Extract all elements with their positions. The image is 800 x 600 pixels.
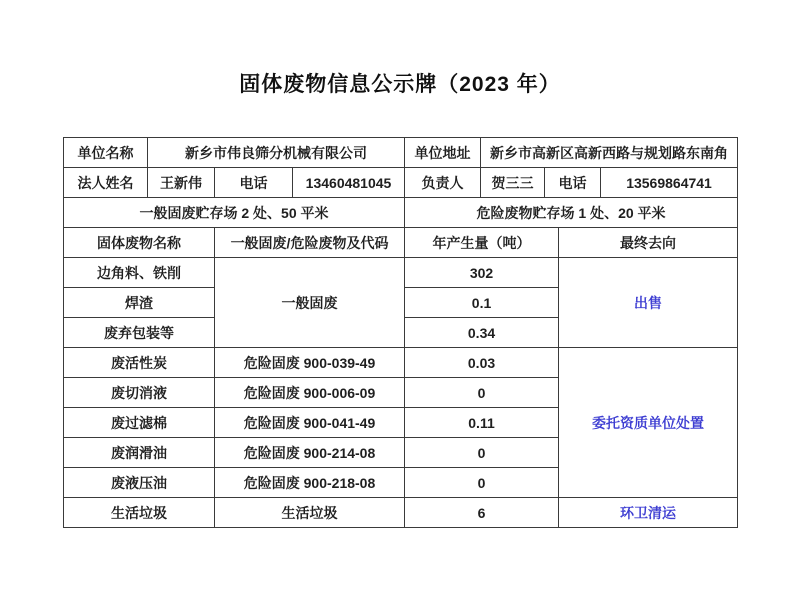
waste-name: 废润滑油 <box>64 438 215 468</box>
manager-phone-label: 电话 <box>545 168 601 198</box>
waste-category-code: 危险固废 900-218-08 <box>215 468 405 498</box>
waste-name: 废活性炭 <box>64 348 215 378</box>
unit-name-value: 新乡市伟良筛分机械有限公司 <box>148 138 405 168</box>
waste-category-code: 危险固废 900-041-49 <box>215 408 405 438</box>
waste-amount: 0 <box>405 378 559 408</box>
general-storage-cell: 一般固废贮存场 2 处、50 平米 <box>64 198 405 228</box>
waste-name: 废弃包装等 <box>64 318 215 348</box>
waste-name: 废液压油 <box>64 468 215 498</box>
unit-address-label: 单位地址 <box>405 138 481 168</box>
hazardous-destination-cell: 委托资质单位处置 <box>559 348 738 498</box>
waste-name: 生活垃圾 <box>64 498 215 528</box>
manager-phone-value: 13569864741 <box>601 168 738 198</box>
row-contacts <box>64 168 738 198</box>
header-category-code: 一般固废/危险废物及代码 <box>215 228 405 258</box>
waste-amount: 302 <box>405 258 559 288</box>
manager-value: 贺三三 <box>481 168 545 198</box>
unit-name-label: 单位名称 <box>64 138 148 168</box>
row-storage <box>64 198 738 228</box>
waste-name: 废切消液 <box>64 378 215 408</box>
waste-name: 边角料、铁削 <box>64 258 215 288</box>
unit-address-value: 新乡市高新区高新西路与规划路东南角 <box>481 138 738 168</box>
waste-name: 焊渣 <box>64 288 215 318</box>
waste-row <box>64 258 738 288</box>
waste-amount: 6 <box>405 498 559 528</box>
legal-phone-label: 电话 <box>215 168 293 198</box>
manager-label: 负责人 <box>405 168 481 198</box>
waste-category-code: 危险固废 900-039-49 <box>215 348 405 378</box>
waste-amount: 0.1 <box>405 288 559 318</box>
waste-amount: 0 <box>405 468 559 498</box>
waste-info-table <box>63 137 738 528</box>
waste-category-code: 生活垃圾 <box>215 498 405 528</box>
waste-category-code: 危险固废 900-214-08 <box>215 438 405 468</box>
domestic-destination-cell: 环卫清运 <box>559 498 738 528</box>
waste-amount: 0.34 <box>405 318 559 348</box>
waste-amount: 0 <box>405 438 559 468</box>
legal-name-label: 法人姓名 <box>64 168 148 198</box>
header-destination: 最终去向 <box>559 228 738 258</box>
waste-name: 废过滤棉 <box>64 408 215 438</box>
header-waste-name: 固体废物名称 <box>64 228 215 258</box>
general-category-cell: 一般固废 <box>215 258 405 348</box>
waste-amount: 0.03 <box>405 348 559 378</box>
page-title: 固体废物信息公示牌（2023 年） <box>239 73 561 96</box>
legal-name-value: 王新伟 <box>148 168 215 198</box>
row-table-headers <box>64 228 738 258</box>
waste-category-code: 危险固废 900-006-09 <box>215 378 405 408</box>
legal-phone-value: 13460481045 <box>293 168 405 198</box>
hazardous-storage-cell: 危险废物贮存场 1 处、20 平米 <box>405 198 738 228</box>
waste-amount: 0.11 <box>405 408 559 438</box>
row-unit-info <box>64 138 738 168</box>
header-annual-amount: 年产生量（吨） <box>405 228 559 258</box>
waste-row <box>64 498 738 528</box>
waste-row <box>64 348 738 378</box>
general-destination-cell: 出售 <box>559 258 738 348</box>
